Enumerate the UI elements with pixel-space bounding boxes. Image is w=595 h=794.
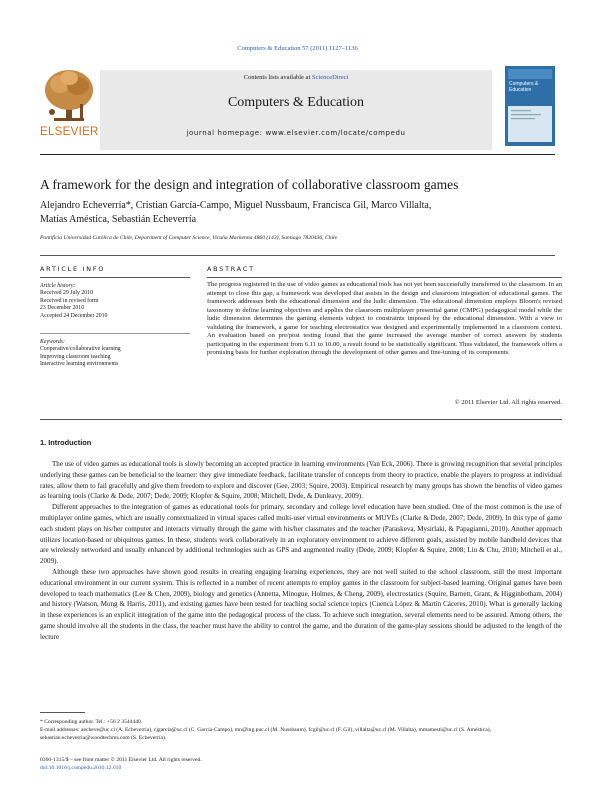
- contents-prefix: Contents lists available at: [243, 74, 312, 81]
- article-info-rule: [40, 277, 190, 278]
- cover-art: [505, 66, 555, 146]
- keywords-block: [40, 339, 190, 369]
- abstract-text: The progress registered in the use of video games as educational tools has not yet been successfully transferred to the classroom. In an attempt to close this gap, a framework was developed that assists in the design and classroom integration of educational games. The framework addresses both the educational dimension and the ludic dimension. The educational dimension employs Bloom's revised taxonomy to define learning objectives and applies the classroom multiplayer presential game (CMPG) pedagogical model while the ludic dimension determines the gaming elements subject to constraints imposed by the educational dimension. With a view to validating the framework, a game for teaching electrostatics was designed and experimentally implemented in a classroom context. An evaluation based on pre/post testing found that the game increased the average number of correct answers by students participating in the experiment from 6.11 to 10.00, a result found to be statistically significant. Thus validated, the framework offers a promising basis for further exploration through the development of other games and fine-tuning of its components.: [207, 281, 562, 357]
- paragraph: The use of video games as educational tools is slowly becoming an accepted practice in learning environments (Van Eck, 2006). There is growing recognition that several principles underlying these games can be beneficial to the learner: they give immediate feedback, facilitate transfer of concepts from theory to practice, enable the players to progress at individual rates, allow them to fail gracefully and give them freedom to explore and discover (Gee, 2003; Squire, 2003). Empirical research by many groups has shown the benefits of video games as learning tools (Clarke & Dede, 2007; Dede, 2009; Klopfer & Squire, 2008; Mitchell, Dede, & Dunleavy, 2009).: [40, 460, 562, 501]
- keyword-item: Improving classroom teaching: [40, 353, 111, 360]
- journal-reference[interactable]: Computers & Education 57 (2011) 1127–1136: [237, 45, 358, 52]
- abstract-rule: [207, 277, 562, 278]
- header-rule: [40, 154, 555, 155]
- homepage-prefix: journal homepage:: [186, 129, 266, 137]
- section-rule: [40, 255, 555, 256]
- history-label: Article history:: [40, 283, 76, 289]
- issn-line: 0360-1315/$ – see front matter © 2011 Elsevier Ltd. All rights reserved.: [40, 757, 202, 763]
- journal-cover-thumbnail: [505, 66, 555, 146]
- history-entry: Accepted 24 December 2010: [40, 312, 108, 319]
- affiliation: Pontificia Universidad Católica de Chile, Department of Computer Science, Vicuña Mackenna 4860 (143), Santiago 7820436, Chile: [40, 235, 338, 241]
- tree-icon: [40, 66, 98, 126]
- publication-meta: [40, 756, 202, 772]
- author-list: [40, 199, 555, 226]
- email-addresses: E-mail addresses: aecheve@uc.cl (A. Echeverría), cjgarcia@uc.cl (C. García-Campo), mn@ing.puc.cl (M. Nussbaum), fcgil@uc.cl (F. Gil), villalta@uc.cl (M. Villalta), mmamesti@uc.cl (S. Améstica), sebastian.echeverria@woodtechms.com (S. Echeverría).: [40, 727, 491, 741]
- contents-line: [100, 74, 492, 81]
- journal-title: Computers & Education: [227, 95, 365, 110]
- paragraph: Different approaches to the integration of games as educational tools for primary, secondary and college level education have been studied. One of the most common is the use of multiplayer online games, which are usually contextualized in virtual spaces called multi-user virtual environments or MUVEs (Clarke & Dede, 2007; Dede, 2009). In this type of game each student plays on his/her computer and interacts virtually through the game with his/her classmates and the teacher (Paraskeva, Mysirlaki, & Papagianni, 2010). Another approach utilizes location-based or ubiquitous games. In these, students work collaboratively in an exploratory environment to achieve different goals, assisted by mobile handheld devices that are wirelessly networked and usually enhanced by additional technologies such as GPS and augmented reality (Dede, 2009; Klopfer & Squire, 2008; Liu & Chu, 2010; Mitchell et al., 2009).: [40, 503, 562, 566]
- sciencedirect-link[interactable]: ScienceDirect: [311, 74, 349, 81]
- authors-line-2: Matías Améstica, Sebastián Echeverría: [40, 213, 197, 225]
- keyword-item: Interactive learning environments: [40, 361, 119, 368]
- journal-homepage-line: [100, 129, 492, 137]
- doi-link[interactable]: doi:10.1016/j.compedu.2010.12.010: [40, 765, 122, 771]
- abstract-heading: ABSTRACT: [207, 265, 255, 273]
- introduction-heading: 1. Introduction: [40, 438, 92, 447]
- introduction-body: [40, 459, 562, 643]
- cover-title: Computers & Education: [509, 81, 539, 93]
- history-entry: Received 29 July 2010: [40, 290, 93, 297]
- keywords-label: Keywords:: [40, 339, 65, 345]
- history-entry: Received in revised form: [40, 297, 99, 304]
- article-title: A framework for the design and integration of collaborative classroom games: [40, 177, 459, 192]
- article-info-heading: ARTICLE INFO: [40, 265, 106, 273]
- paragraph: Although these two approaches have shown good results in creating engaging learning experiences, they are not well suited to the school classroom, still the most important educational environment in our current system. This is reflected in a number of recent attempts to employ games in the classroom for subject-based learning. Original games have been developed to teach mathematics (Lee & Chen, 2009), biology and genetics (Annetta, Minogue, Holmes, & Cheng, 2009), electrostatics (Squire, Barnett, Grant, & Higginbotham, 2004) and history (Watson, Mong & Harris, 2011), and existing games have been tested for teaching social science topics (Cuenca López & Martín Cáceres, 2010). What is generally lacking in these experiences is an explicit integration of the game into the pedagogical process of the class. To achieve such integration, several elements need to be assured. Among others, the game should involve all the students in the class, the teacher must have the ability to control the game, and the duration of the game-play sessions should be adjusted to the length of the lecture: [40, 567, 562, 641]
- homepage-link[interactable]: www.elsevier.com/locate/compedu: [265, 129, 406, 137]
- abstract-end-rule: [40, 419, 562, 420]
- elsevier-wordmark: ELSEVIER: [40, 126, 99, 138]
- corresponding-author-note: * Corresponding author. Tel.: +56 2 3544440.: [40, 719, 143, 725]
- footnote-rule: [40, 712, 85, 713]
- article-info-divider: [40, 333, 190, 334]
- article-history: [40, 283, 190, 320]
- authors-line-1: Alejandro Echeverría*, Cristian García-Campo, Miguel Nussbaum, Francisca Gil, Marco Villalta,: [40, 200, 432, 211]
- copyright-notice: © 2011 Elsevier Ltd. All rights reserved.: [454, 399, 562, 406]
- footnotes: [40, 718, 562, 742]
- history-entry: 23 December 2010: [40, 305, 85, 312]
- keyword-item: Cooperative/collaborative learning: [40, 346, 121, 353]
